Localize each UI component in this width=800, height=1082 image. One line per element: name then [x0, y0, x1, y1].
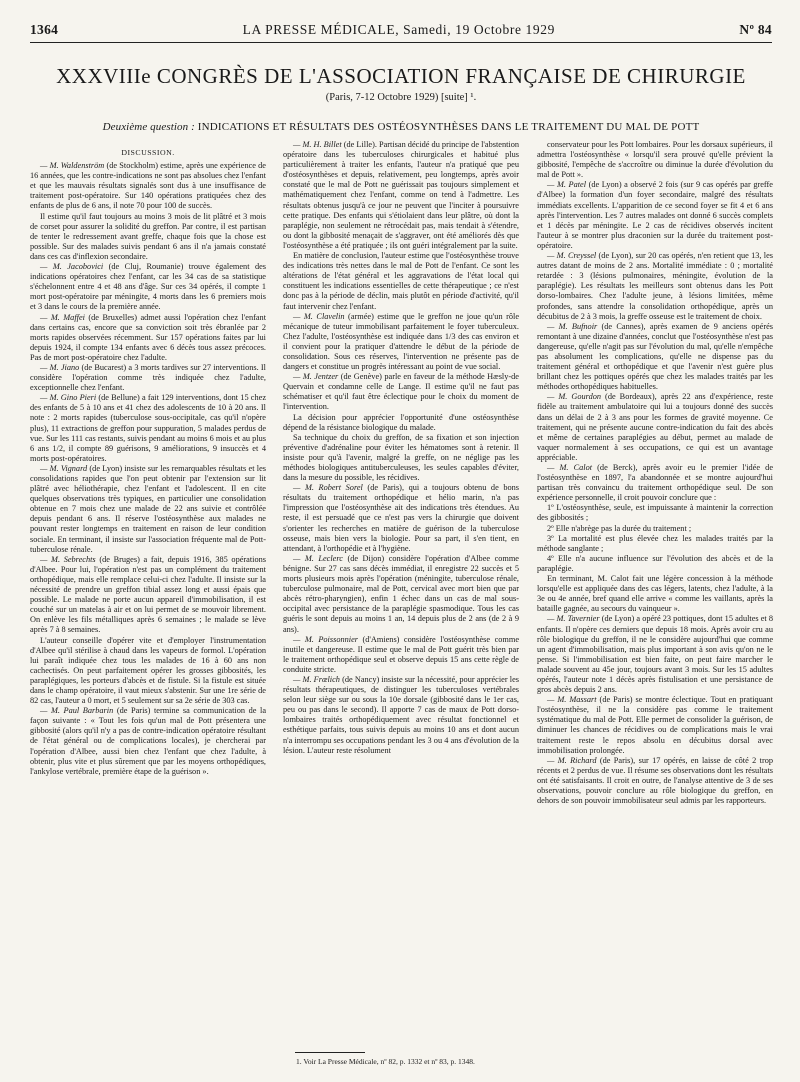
question-label: Deuxième question :: [102, 121, 195, 133]
paragraph: [283, 675, 519, 756]
discussion-label: DISCUSSION.: [121, 148, 175, 157]
paragraph-text: (de Paris) se montre éclectique. Tout en pratiquant l'ostéosynthèse, il ne la considère pas comme le traitement systématique du mal de Pott. Elle permet de consolider la guérison, de diminuer les chances de récidives ou de complications mais le vrai traitement reste le repos absolu en décubitus dorsal avec immobilisation prolongée.: [537, 695, 773, 755]
paragraph: [30, 313, 266, 363]
paragraph: [283, 413, 519, 433]
paragraph-text: (de Stockholm) estime, après une expérience de 16 années, que les contre-indications ne sont pas absolues chez l'enfant et que les mauvais résultats signalés sont dus à une insuffisance de traitement post-opératoire. Sur 140 opérations pratiquées chez des enfants de plus de 6 ans, il note 70 pour 100 de succès.: [30, 161, 266, 211]
paragraph-text: (de Bruges) a fait, depuis 1916, 385 opérations d'Albee. Pour lui, l'opération n'est pas un complément du traitement orthopédique, mais elle remplace celui-ci chez l'adulte. Il insiste sur la nécessité de prendre un greffon tibial assez long et aussi épais que possible. Le malade ne porte aucun appareil d'immobilisation, il est couché sur un matelas à air et on lui permet de se mouvoir librement. On enlève les fils métalliques après 6 semaines ; le malade se lève après 7 à 8 semaines.: [30, 554, 266, 635]
paragraph-text: (de Lyon) a observé 2 fois (sur 9 cas opérés par greffe d'Albee) la formation d'un foyer secondaire, malgré des résultats immédiats excellents. L'apparition de ce second foyer se fit 4 et 6 ans après l'intervention. Les 7 autres malades ont donné 6 succès complets et 1 décès par méningite. Le 2 cas de récidives observés incitent l'auteur à se montrer plus draconien sur la durée du traitement post-opératoire.: [537, 180, 773, 250]
speaker-name: — M. Calot: [547, 463, 593, 472]
column-1-paragraphs: [30, 161, 266, 777]
speaker-name: — M. Waldenström: [40, 161, 105, 171]
paragraph-text: L'auteur conseille d'opérer vite et d'employer l'instrumentation d'Albee qu'il stérilise à chaud dans les vapeurs de formol. L'opération lui paraît indiquée chez tous les malades de 16 à 60 ans non cachectisés. On peut parfaitement opérer les grosses gibbosités, les paraplégiques, les porteurs d'abcès et de fistule. Si la fistule est située dans le champ opératoire, il vaut mieux s'abstenir. Sur une 1re série de 82 cas, l'auteur a 0 mort, et 5 seulement sur sa 2e série de 303 cas.: [30, 635, 266, 706]
paragraph: [537, 503, 773, 523]
speaker-name: — M. Clavelin: [293, 311, 345, 321]
paragraph-text: 3º La mortalité est plus élevée chez les malades traités par la méthode sanglante ;: [537, 533, 773, 553]
issue-number: Nº 84: [739, 22, 772, 37]
speaker-name: — M. Leclerc: [293, 553, 343, 563]
speaker-name: — M. Frœlich: [293, 674, 340, 684]
paragraph-text: (de Cluj, Roumanie) trouve également des indications opératoires chez l'enfant, car les 34 cas de sa statistique s'échelonnent entre 4 et 48 ans d'âge. Sur ces 34 opérés, il compte 1 mort post-opératoire par méningite, 4 morts dans les 6 premiers mois et 3 dans le cours de la première année.: [30, 262, 266, 312]
paragraph: [283, 483, 519, 554]
paragraph: [537, 392, 773, 463]
paragraph-text: conservateur pour les Pott lombaires. Pour les dorsaux supérieurs, il admettra l'ostéosynthèse « lorsqu'il sera prouvé qu'elle prévient la gibbosité, l'empêche de s'accroître ou diminue la durée d'évolution du mal de Pott ».: [537, 140, 773, 180]
paragraph: [283, 372, 519, 412]
paragraph: [30, 464, 266, 555]
journal-header: LA PRESSE MÉDICALE, Samedi, 19 Octobre 1929: [242, 22, 555, 37]
speaker-name: — M. Sebrechts: [40, 554, 96, 564]
paragraph: [283, 251, 519, 312]
speaker-name: — M. Jacobovici: [40, 262, 104, 272]
speaker-name: — M. Jentzer: [293, 372, 339, 382]
paragraph-text: 4º Elle n'a aucune influence sur l'évolution des abcès et de la paraplégie.: [537, 553, 773, 573]
speaker-name: — M. Gino Pieri: [40, 393, 97, 403]
speaker-name: — M. Robert Sorel: [293, 483, 363, 493]
paragraph: [537, 140, 773, 180]
paragraph-text: (de Bucarest) a 3 morts tardives sur 27 interventions. Il considère l'opération comme très indiquée chez l'adulte, exceptionnelle chez l'enfant.: [30, 362, 266, 393]
column-2-paragraphs: [283, 140, 519, 756]
paragraph-text: (d'Amiens) considère l'ostéosynthèse comme inutile et dangereuse. Il estime que le mal de Pott guérit très bien par le traitement orthopédique seul et observe depuis 15 ans cette règle de conduite stricte.: [283, 634, 519, 674]
footnote: 1. Voir La Presse Médicale, nº 82, p. 1332 et nº 83, p. 1348.: [296, 1057, 475, 1066]
paragraph: [30, 212, 266, 262]
paragraph-text: (de Lyon), sur 20 cas opérés, n'en retient que 13, les autres datant de moins de 2 ans. Mortalité immédiate : 0 ; mortalité retardée : 3 (lésions pulmonaires, méningite, évolution de la paraplégie). Les résultats les meilleurs sont obtenus dans les Pott dorso-lombaires. Chez l'adulte jeune, à lésions limitées, même profondes, sans attendre la consolidation orthopédique, après un décubitus de 2 à 3 mois, la greffe osseuse est le traitement de choix.: [537, 251, 773, 321]
paragraph-text: (de Paris), qui a toujours obtenu de bons résultats du traitement orthopédique et hélio marin, n'a pas l'impression que l'ostéosynthèse ait des indications très étendues. Au reste, il est persuadé que ce n'est pas vers la chirurgie que doivent s'orienter les recherches en matière de guérison de la tuberculose osseuse, mais bien vers la biologie. Pour sa part, il s'en tient, en attendant, à l'orthopédie et à l'hygiène.: [283, 483, 519, 553]
paragraph-text: (de Paris) termine sa communication de la façon suivante : « Tout les fois qu'un mal de Pott présentera une gibbosité (alors qu'il n'y a pas de contre-indication opératoire résultant de l'état général ou de complications locales), je chercherai par l'opération d'Albee, aussi bien chez l'enfant que chez l'adulte, à obtenir, plus vite et plus sûrement que par les moyens orthopédiques, l'ankylose vertébrale, première étape de la guérison ».: [30, 706, 266, 776]
paragraph: [30, 555, 266, 636]
paragraph: [537, 251, 773, 322]
page-number: 1364: [30, 22, 59, 37]
column-3-paragraphs: [537, 140, 773, 806]
paragraph: [283, 140, 519, 251]
speaker-name: — M. Vignard: [40, 463, 88, 473]
paragraph-text: (de Lyon) insiste sur les remarquables résultats et les consolidations rapides que l'on peut obtenir par l'extension sur lit plâtré avec héliothérapie, chez l'enfant et l'adolescent. Il en cite quelques observations très typiques, en particulier une consolidation obtenue en 7 mois chez une malade de 22 ans suivie et contrôlée depuis pendant 6 ans. Il réserve l'ostéosynthèse aux malades ne pouvant rester longtemps en traitement en raison de leur condition sociale. En terminant, il insiste sur l'association fréquente mal de Pott-tuberculose rénale.: [30, 463, 266, 554]
paragraph-text: (de Nancy) insiste sur la nécessité, pour apprécier les résultats thérapeutiques, de distinguer les tuberculoses vertébrales selon leur siège sur ou sous la 10e dorsale (gibbosité dans le 1er cas, peu ou pas dans le second). Il apporte 7 cas de maux de Pott dorso-lombaires traités orthopédiquement avec résultat fonctionnel et esthétique parfaits, tous suivis depuis au moins 10 ans et dont aucun n'a interrompu ses occupations pendant les 3 ou 4 ans d'évolution de la lésion. L'auteur reste résolument: [283, 674, 519, 755]
paragraph-text: (de Lyon) a opéré 23 pottiques, dont 15 adultes et 8 enfants. Il n'opère ces derniers que depuis 18 mois. Après avoir cru au rôle biologique du greffon, il ne le considère aujourd'hui que comme un agent d'immobilisation, mais plus important à son avis qu'on ne le pense. Si l'immobilisation est bien faite, on peut faire marcher le malade souvent au 45e jour, toujours avant 3 mois. Sur les 15 adultes opérés, l'auteur note 1 décès après fistulisation et une persistance de gros abcès depuis 2 ans.: [537, 614, 773, 695]
paragraph-text: (armée) estime que le greffon ne joue qu'un rôle mécanique de tuteur immobilisant parfaitement le foyer tuberculeux. Chez l'adulte, l'ostéosynthèse est indiquée dans 1/3 des cas environ et il convient pour la pratiquer d'attendre le début de la période de consolidation. Sous ces réserves, l'intervention ne présente pas de dangers et constitue un progrès intéressant au point de vue social.: [283, 311, 519, 372]
article-title: XXXVIIIe CONGRÈS DE L'ASSOCIATION FRANÇAISE DE CHIRURGIE: [56, 64, 746, 88]
paragraph-text: (de Genève) parle en faveur de la méthode Hæsly-de Quervain et condamne celle de Lange. Il estime qu'il ne faut pas schématiser et qu'il faut être éclectique pour le choix du moment de l'intervention.: [283, 372, 519, 412]
paragraph: [537, 695, 773, 756]
paragraph-text: En terminant, M. Calot fait une légère concession à la méthode lorsqu'elle est appliquée dans des cas légers, latents, chez l'adulte, à la 3e ou 4e année, bref quand elle arrive « comme les vaillants, après la bataille gagnée, au secours du vainqueur ».: [537, 574, 773, 614]
question-heading: [30, 121, 772, 133]
speaker-name: — M. Bufnoir: [547, 321, 598, 331]
speaker-name: — M. Creyssel: [547, 251, 597, 261]
paragraph-text: (de Lille). Partisan décidé du principe de l'abstention opératoire dans les tuberculoses chirurgicales et habitué plus particulièrement à traiter les enfants, l'auteur n'a pratiqué que peu d'ostéosynthèses et depuis, relativement, peu longtemps, après avoir constaté que le mal de Pott ne guérissait pas toujours simplement et mathématiquement chez l'enfant, comme on tend à l'admettre. Les résultats obtenus jusqu'à ce jour ne peuvent que l'inciter à poursuivre cette pratique. Des enfants qui s'étiolaient dans leur plâtre, où dont la paraplégie, non seulement ne rétrocédait pas, mais tendait à s'étendre, ou dont la gibbosité menaçait de s'aggraver, ont été améliorés dès que l'ostéosynthèse a été pratiquée ; ils ont guéri intégralement par la suite.: [283, 140, 519, 250]
paragraph-text: 1º L'ostéosynthèse, seule, est impuissante à maintenir la correction des gibbosités ;: [537, 503, 773, 523]
paragraph: [537, 463, 773, 503]
paragraph: [30, 706, 266, 777]
speaker-name: — M. Jiano: [40, 362, 80, 372]
paragraph: [537, 524, 773, 534]
question-text: INDICATIONS ET RÉSULTATS DES OSTÉOSYNTHÈSES DANS LE TRAITEMENT DU MAL DE POTT: [197, 121, 700, 133]
paragraph: [537, 322, 773, 393]
paragraph-text: (de Paris), sur 17 opérés, en laisse de côté 2 trop récents et 2 perdus de vue. Il résume ses observations dont les résultats ont été satisfaisants. Il croit en outre, de l'analyse attentive de 3 de ses observations, pouvoir conclure au rôle biologique du greffon, en dehors de son pouvoir immobilisateur seul admis par les rapporteurs.: [537, 755, 773, 806]
paragraph-text: Il estime qu'il faut toujours au moins 3 mois de lit plâtré et 3 mois de corset pour assurer la solidité du greffon. Par contre, il est partisan de tenter le redressement avant greffe, chaque fois que la chose est possible. Sur des malades suivis pendant 6 ans il n'a jamais constaté dans ces cas d'inflexion secondaire.: [30, 211, 266, 261]
article-subtitle: (Paris, 7-12 Octobre 1929) [suite] ¹.: [325, 92, 477, 103]
paragraph: [537, 180, 773, 251]
paragraph: [30, 161, 266, 211]
paragraph: [30, 636, 266, 707]
speaker-name: — M. Richard: [547, 755, 597, 765]
paragraph: [30, 363, 266, 393]
paragraph-text: La décision pour apprécier l'opportunité d'une ostéosynthèse dépend de la résistance biologique du malade.: [283, 412, 519, 432]
paragraph-text: (de Bruxelles) admet aussi l'opération chez l'enfant dans certains cas, encore que sa conviction soit très ébranlée par 2 morts rapides observées récemment. Sur 157 opérations faites par lui depuis 1924, il compte 134 enfants avec 6 décès tous assez précoces. Pas de mort post-opératoire chez l'adulte.: [30, 312, 266, 362]
speaker-name: — M. Paul Barbarin: [40, 706, 114, 716]
paragraph: [283, 312, 519, 373]
paragraph-text: Sa technique du choix du greffon, de sa fixation et son injection préventive d'adrénaline pour éviter les hématomes sont à retenir. Il insiste pour qu'à l'avenir, malgré la greffe, on ne néglige pas les méthodes biologiques antituberculeuses, les seules capables d'éviter, dans la mesure du possible, les récidives.: [283, 432, 519, 483]
speaker-name: — M. H. Billet: [293, 140, 342, 149]
speaker-name: — M. Massart: [547, 695, 597, 705]
speaker-name: — M. Tavernier: [547, 614, 600, 624]
paragraph: [537, 614, 773, 695]
paragraph-text: 2º Elle n'abrège pas la durée du traitement ;: [547, 523, 692, 533]
paragraph: [537, 554, 773, 574]
paragraph-text: (de Berck), après avoir eu le premier l'idée de l'ostéosynthèse en 1897, l'a abandonnée et se montre aujourd'hui partisan très convaincu du traitement orthopédique seul. De son expérience personnelle, il croit pouvoir conclure que :: [537, 463, 773, 503]
paragraph-text: (de Dijon) considère l'opération d'Albee comme bénigne. Sur 27 cas sans décès immédiat, il enregistre 22 succès et 5 morts plusieurs mois après l'opération (méningite, tuberculose rénale, tuberculose pulmonaire, mal de Pott, cervical avec mort bien que par abcès rétro-pharyngien), enfin 1 échec dans un cas de mal sous-occipital avec persistance de la paraplégie spasmodique. Tous les cas guéris le sont depuis au moins 1 an, 14 depuis plus de 2 ans (de 2 à 9 ans).: [283, 553, 519, 634]
paragraph: [283, 554, 519, 635]
paragraph: [537, 756, 773, 806]
column-2: [283, 140, 519, 1036]
column-3: [537, 140, 773, 1036]
speaker-name: — M. Patel: [547, 180, 587, 190]
paragraph-text: (de Bordeaux), après 22 ans d'expérience, reste fidèle au traitement ambulatoire qui lui a toujours donné des succès dans un délai de 2 à 3 ans pour les formes de gravité moyenne. Ce traitement, qui ne présente aucune contre-indication du fait des abcès et même de certaines paraplégies au début, permet au malade de vaquer normalement à ses occupations, ce qui est un avantage appréciable.: [537, 392, 773, 462]
paragraph: [30, 393, 266, 464]
paragraph: [537, 534, 773, 554]
column-1: [30, 140, 266, 1036]
paragraph-text: (de Bellune) a fait 129 interventions, dont 15 chez des enfants de 5 à 10 ans et 41 chez des adolescents de 10 à 20 ans. Il note : 2 morts rapides (tuberculose sous-occipitale, cas qu'il n'opère plus), 11 extractions de greffon pour suppuration, 5 malades perdus de vue. Sur les 111 cas restants, suivis pendant au moins 6 mois et au plus 6 ans 1/2, il compte 89 guérisons, 9 améliorations, 9 insuccès et 4 morts post-opératoires.: [30, 393, 266, 463]
running-head: [30, 22, 772, 40]
header-rule: [30, 42, 772, 43]
speaker-name: — M. Poissonnier: [293, 634, 358, 644]
paragraph: [283, 635, 519, 675]
speaker-name: — M. Maffei: [40, 312, 85, 322]
paragraph-text: (de Cannes), après examen de 9 anciens opérés remontant à une dizaine d'années, conclut que l'ostéosynthèse n'est pas dangereuse, qu'elle n'agit pas sur l'évolution du mal, qu'elle n'empêche pas absolument les complications, qu'elle ne dispense pas du traitement général et orthopédique et que l'avenir n'est guère plus brillant chez les pottiques opérés que chez les malades traités par les méthodes orthopédiques habituelles.: [537, 321, 773, 392]
paragraph: [283, 433, 519, 483]
paragraph: [30, 262, 266, 312]
footnote-rule: [295, 1052, 365, 1053]
speaker-name: — M. Gourdon: [547, 392, 602, 402]
paragraph-text: En matière de conclusion, l'auteur estime que l'ostéosynthèse trouve des indications très nettes dans le mal de Pott de l'enfant. Ce sont les altérations de l'état général et les aggravations de l'état local qui constituent les indications essentielles de cette thérapeutique ; ce n'est donc pas à la période de déclin, mais plutôt en période d'activité, qu'il faut intervenir chez l'enfant.: [283, 251, 519, 311]
paragraph: [537, 574, 773, 614]
